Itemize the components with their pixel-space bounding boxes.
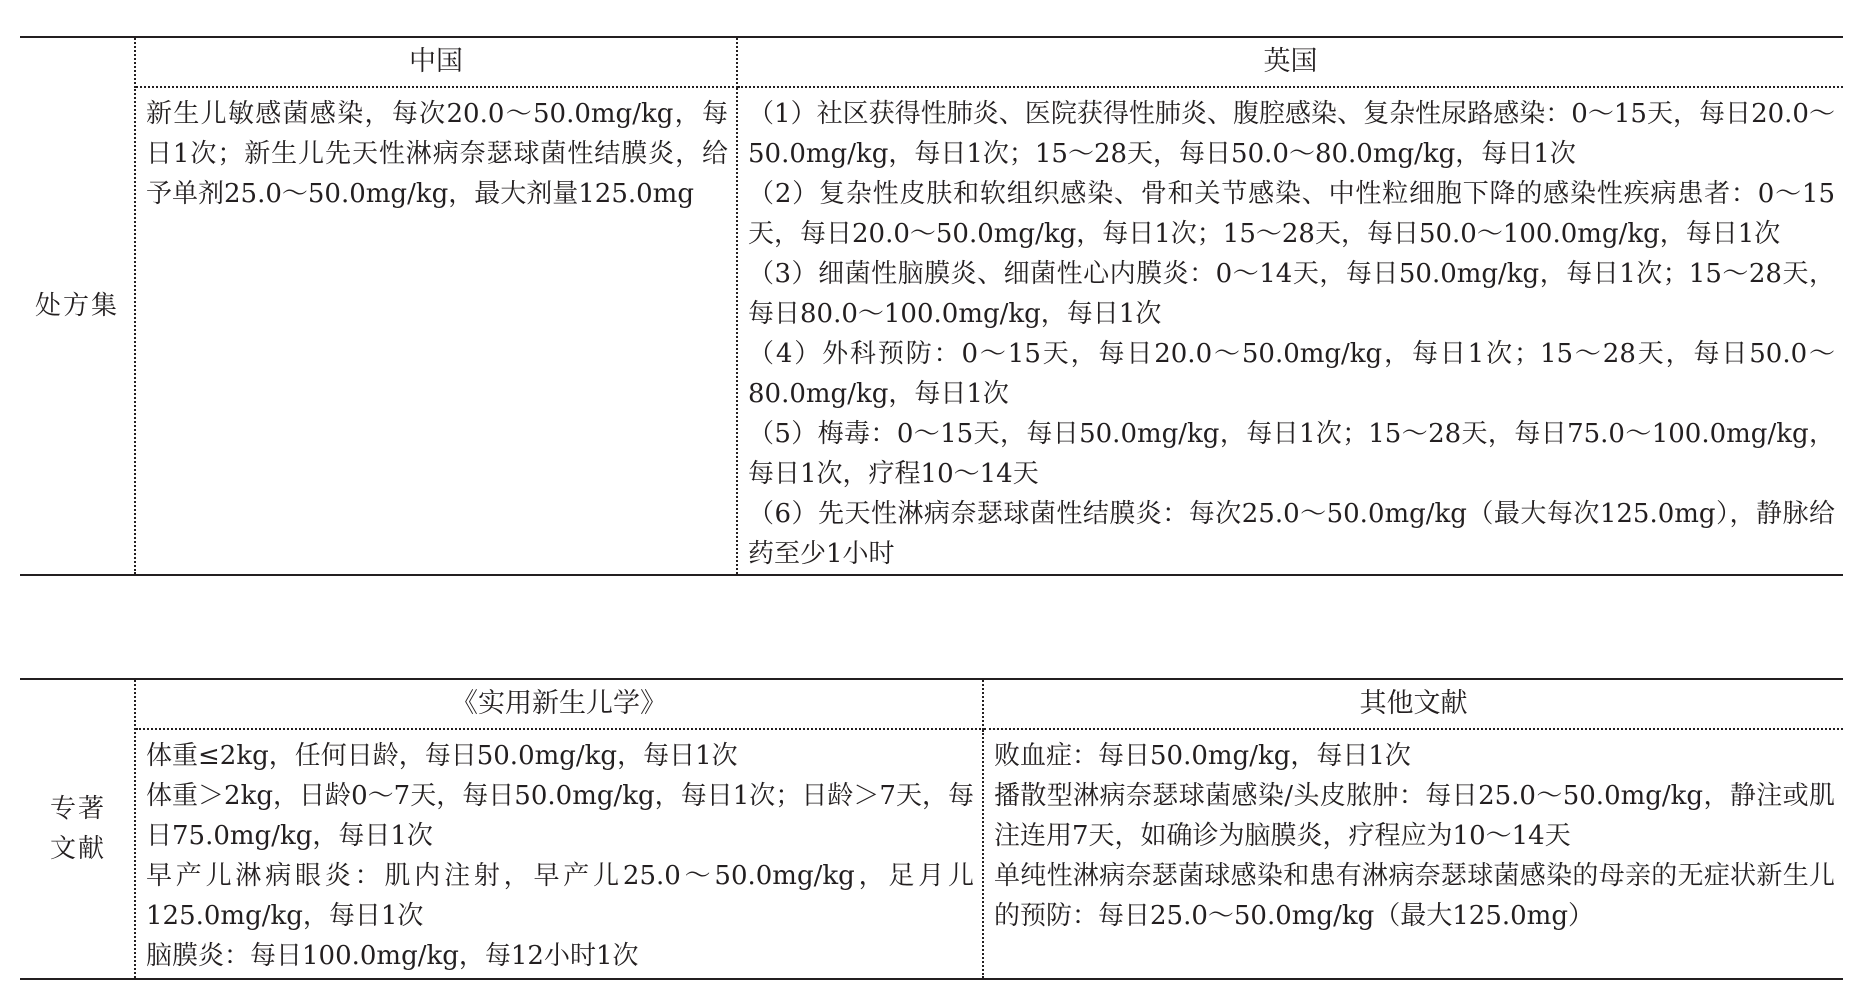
content-row bbox=[20, 87, 1843, 575]
other-dosage-item: 播散型淋病奈瑟球菌感染/头皮脓肿：每日25.0～50.0mg/kg，静注或肌注连用7天，如确诊为脑膜炎，疗程应为10～14天 bbox=[994, 781, 1835, 851]
row-label-literature bbox=[20, 679, 135, 979]
book-dosage-item: 脑膜炎：每日100.0mg/kg，每12小时1次 bbox=[146, 941, 639, 971]
book-dosage-item: 体重＞2kg，日龄0～7天，每日50.0mg/kg，每日1次；日龄＞7天，每日75.0mg/kg，每日1次 bbox=[146, 781, 974, 851]
row-label-text: 专著文献 bbox=[49, 794, 106, 864]
other-cell bbox=[983, 729, 1843, 979]
column-header-book: 《实用新生儿学》 bbox=[135, 679, 983, 729]
other-dosage-item: 败血症：每日50.0mg/kg，每日1次 bbox=[994, 741, 1411, 771]
uk-dosage-item: （4）外科预防：0～15天，每日20.0～50.0mg/kg，每日1次；15～28天，每日50.0～80.0mg/kg，每日1次 bbox=[748, 339, 1835, 409]
column-header-other: 其他文献 bbox=[983, 679, 1843, 729]
content-row bbox=[20, 729, 1843, 979]
other-dosage-item: 单纯性淋病奈瑟菌球感染和患有淋病奈瑟球菌感染的母亲的无症状新生儿的预防：每日25.0～50.0mg/kg（最大125.0mg） bbox=[994, 861, 1835, 931]
china-cell bbox=[135, 87, 737, 575]
uk-dosage-item: （6）先天性淋病奈瑟球菌性结膜炎：每次25.0～50.0mg/kg（最大每次125.0mg），静脉给药至少1小时 bbox=[748, 499, 1835, 569]
uk-dosage-item: （3）细菌性脑膜炎、细菌性心内膜炎：0～14天，每日50.0mg/kg，每日1次；15～28天，每日80.0～100.0mg/kg，每日1次 bbox=[748, 259, 1835, 329]
uk-cell bbox=[737, 87, 1843, 575]
china-dosage-text: 新生儿敏感菌感染，每次20.0～50.0mg/kg，每日1次；新生儿先天性淋病奈瑟球菌性结膜炎，给予单剂25.0～50.0mg/kg，最大剂量125.0mg bbox=[146, 99, 728, 209]
uk-dosage-item: （5）梅毒：0～15天，每日50.0mg/kg，每日1次；15～28天，每日75.0～100.0mg/kg，每日1次，疗程10～14天 bbox=[748, 419, 1835, 489]
uk-dosage-item: （2）复杂性皮肤和软组织感染、骨和关节感染、中性粒细胞下降的感染性疾病患者：0～15天，每日20.0～50.0mg/kg，每日1次；15～28天，每日50.0～100.0mg/kg，每日1次 bbox=[748, 179, 1835, 249]
header-row bbox=[20, 679, 1843, 729]
book-dosage-item: 早产儿淋病眼炎：肌内注射，早产儿25.0～50.0mg/kg，足月儿125.0mg/kg，每日1次 bbox=[146, 861, 974, 931]
formulary-table bbox=[20, 36, 1843, 576]
column-header-china: 中国 bbox=[135, 37, 737, 87]
column-header-uk: 英国 bbox=[737, 37, 1843, 87]
row-label-formulary: 处方集 bbox=[20, 37, 135, 575]
literature-table bbox=[20, 678, 1843, 980]
header-row bbox=[20, 37, 1843, 87]
book-dosage-item: 体重≤2kg，任何日龄，每日50.0mg/kg，每日1次 bbox=[146, 741, 738, 771]
book-cell bbox=[135, 729, 983, 979]
uk-dosage-item: （1）社区获得性肺炎、医院获得性肺炎、腹腔感染、复杂性尿路感染：0～15天，每日20.0～50.0mg/kg，每日1次；15～28天，每日50.0～80.0mg/kg，每日1次 bbox=[748, 99, 1835, 169]
